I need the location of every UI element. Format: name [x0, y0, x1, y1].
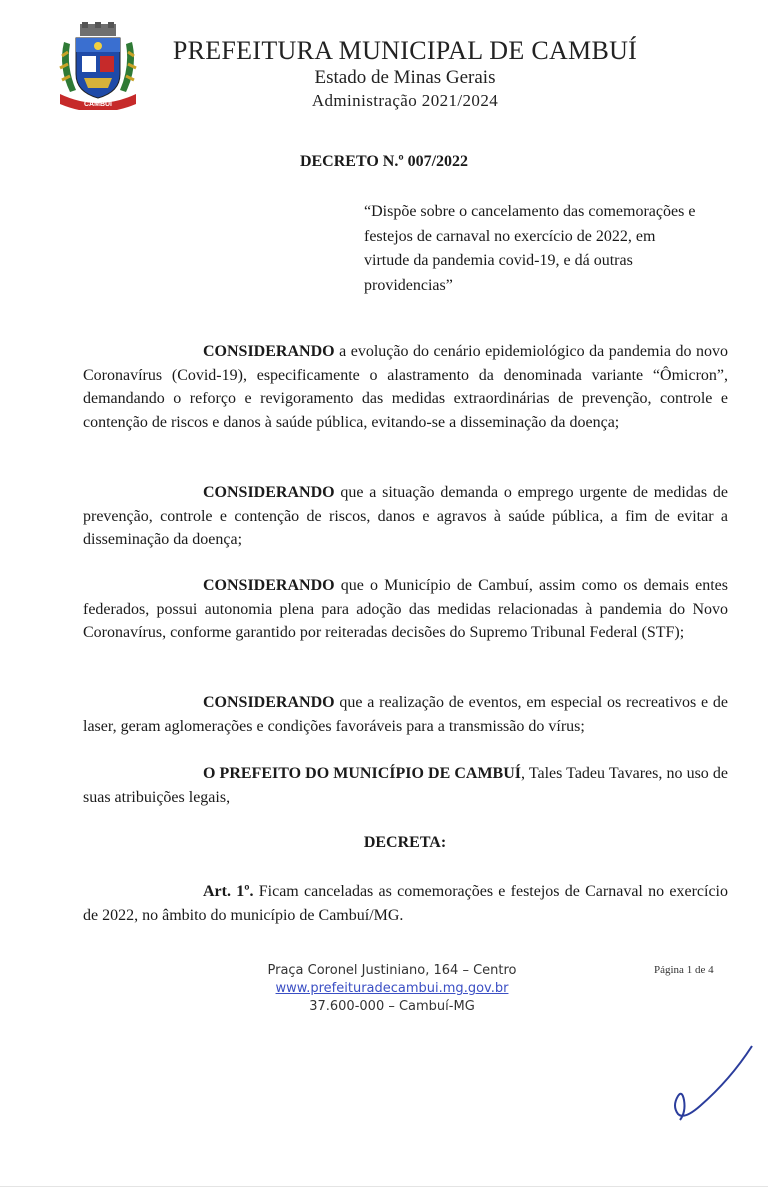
considerando-text: que a situação demanda o emprego urgente de medidas de prevenção, controle e contenção de riscos, danos e agravos à saúde pública, a fim de evitar a disseminação da doença;: [83, 484, 728, 548]
crest-ribbon-text: CAMBUÍ: [84, 101, 112, 108]
state-name: Estado de Minas Gerais: [314, 67, 496, 88]
summary-line: “Dispõe sobre o cancelamento das comemorações e: [364, 203, 696, 220]
considerando-paragraph: [83, 691, 728, 738]
article-1-lead: Art. 1º.: [203, 883, 254, 900]
footer-cep: 37.600-000 – Cambuí-MG: [309, 999, 475, 1014]
considerando-paragraph: [83, 340, 728, 434]
municipal-crest: [56, 22, 140, 110]
letterhead: [150, 36, 660, 112]
footer-address: Praça Coronel Justiniano, 164 – Centro: [267, 963, 517, 978]
mayor-text: , Tales Tadeu Tavares, no uso de suas atribuições legais,: [83, 765, 728, 806]
article-1: [83, 880, 728, 927]
considerando-paragraph: [83, 574, 728, 645]
decree-title: DECRETO N.º 007/2022: [299, 153, 469, 170]
considerando-paragraph: [83, 481, 728, 552]
footer-website-link[interactable]: www.prefeituradecambui.mg.gov.br: [275, 981, 509, 996]
considerando-lead: CONSIDERANDO: [203, 484, 335, 501]
mayor-lead: O PREFEITO DO MUNICÍPIO DE CAMBUÍ: [203, 765, 522, 782]
considerando-lead: CONSIDERANDO: [203, 343, 335, 360]
summary-line: providencias”: [364, 276, 453, 294]
administration-period: Administração 2021/2024: [311, 91, 499, 110]
summary-line: festejos de carnaval no exercício de 2022, em: [364, 227, 656, 245]
considerando-text: que a realização de eventos, em especial os recreativos e de laser, geram aglomerações e condições favoráveis para a transmissão do vírus;: [83, 694, 728, 735]
considerando-text: a evolução do cenário epidemiológico da pandemia do novo Coronavírus (Covid-19), especificamente o alastramento da denominada variante “Ômicron”, demandando o reforço e revigoramento das medidas extraordinárias de prevenção, controle e contenção de riscos e danos à saúde pública, evitando-se a disseminação da doença;: [83, 343, 728, 431]
considerando-lead: CONSIDERANDO: [203, 577, 335, 594]
decreta-heading: DECRETA:: [363, 834, 447, 851]
considerando-lead: CONSIDERANDO: [203, 694, 335, 711]
decree-summary: [364, 200, 728, 298]
handwritten-signature: [660, 1040, 760, 1130]
page-edge: [0, 1186, 768, 1187]
considerando-text: que o Município de Cambuí, assim como os demais entes federados, possui autonomia plena para adoção das medidas relacionadas à pandemia do Novo Coronavírus, conforme garantido por reiteradas decisões do Supremo Tribunal Federal (STF);: [83, 577, 728, 641]
mayor-paragraph: [83, 762, 728, 809]
page-number: Página 1 de 4: [654, 964, 714, 976]
prefecture-title: PREFEITURA MUNICIPAL DE CAMBUÍ: [172, 36, 638, 65]
summary-line: virtude da pandemia covid-19, e dá outras: [364, 252, 633, 269]
article-1-text: Ficam canceladas as comemorações e festejos de Carnaval no exercício de 2022, no âmbito do município de Cambuí/MG.: [83, 883, 728, 924]
footer-address-block: [192, 962, 592, 1016]
